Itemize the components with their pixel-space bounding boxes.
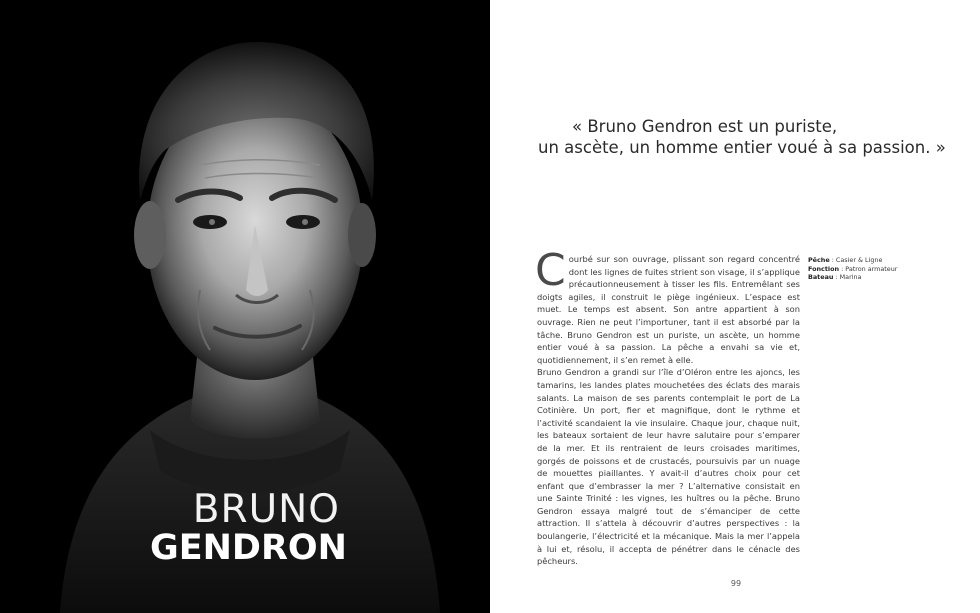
info-value: Marina xyxy=(839,273,862,282)
right-page xyxy=(490,0,980,613)
quote-line-1: « Bruno Gendron est un puriste, xyxy=(572,117,838,136)
page-number: 99 xyxy=(730,579,742,588)
info-key: Bateau xyxy=(808,273,834,282)
article-paragraph-2: Bruno Gendron a grandi sur l’île d’Oléron entre les ajoncs, les tamarins, les landes plates mouchetées des éclats des marais salants. La maison de ses parents contemplait le port de La Cotinière. Un port, fier et magnifique, dont le rythme et l’activité scandaient la vie insulaire. Chaque jour, chaque nuit, les bateaux sortaient de leur havre salutaire pour s’emparer de la mer. Et ils rentraient de leurs croisades maritimes, gorgés de poissons et de crustacés, poursuivis par un nuage de mouettes piaillantes. Y avait-il d’autres choix pour cet enfant que d’embrasser la mer ? L’alternative consistait en une Sainte Trinité : les vignes, les huîtres ou la pêche. Bruno Gendron essaya malgré tout de s’émanciper de cette attraction. Il s’attela à découvrir d’autres perspectives : la boulangerie, l’électricité et la mécanique. Mais la mer l’appela à lui et, résolu, il accepta de pénétrer dans le cénacle des pêcheurs. xyxy=(537,367,800,567)
person-name xyxy=(150,487,350,568)
info-key: Pêche xyxy=(808,256,830,264)
info-row-fonction: Fonction : Patron armateur xyxy=(808,264,898,273)
info-box xyxy=(808,256,938,282)
article-body xyxy=(535,245,800,568)
drop-cap: C xyxy=(535,245,566,296)
info-value: Casier & Ligne xyxy=(835,256,883,264)
info-row-bateau: Bateau : Marina xyxy=(808,273,862,282)
info-key: Fonction xyxy=(808,264,840,273)
last-name: GENDRON xyxy=(150,528,347,568)
first-name: BRUNO xyxy=(192,487,340,532)
paragraph-1-text: ourbé sur son ouvrage, plissant son regard concentré dont les lignes de fuites strient son visage, il s’applique précautionneusement à tisser les fils. Entremêlant ses doigts agiles, il construit le piège ingénieux. L’espace est muet. Le temps est absent. Son antre appartient à son ouvrage. Rien ne peut l’importuner, tant il est absorbé par la tâche. Bruno Gendron est un puriste, un ascète, un homme entier voué à sa passion. La pêche a envahi sa vie et, quotidiennement, il s’en remet à elle. xyxy=(537,254,800,365)
info-value: Patron armateur xyxy=(845,264,898,273)
info-row-peche: Pêche : Casier & Ligne xyxy=(808,256,883,264)
article-paragraph-1 xyxy=(535,245,800,366)
quote-line-2: un ascète, un homme entier voué à sa passion. » xyxy=(538,138,946,157)
pull-quote xyxy=(538,116,958,158)
